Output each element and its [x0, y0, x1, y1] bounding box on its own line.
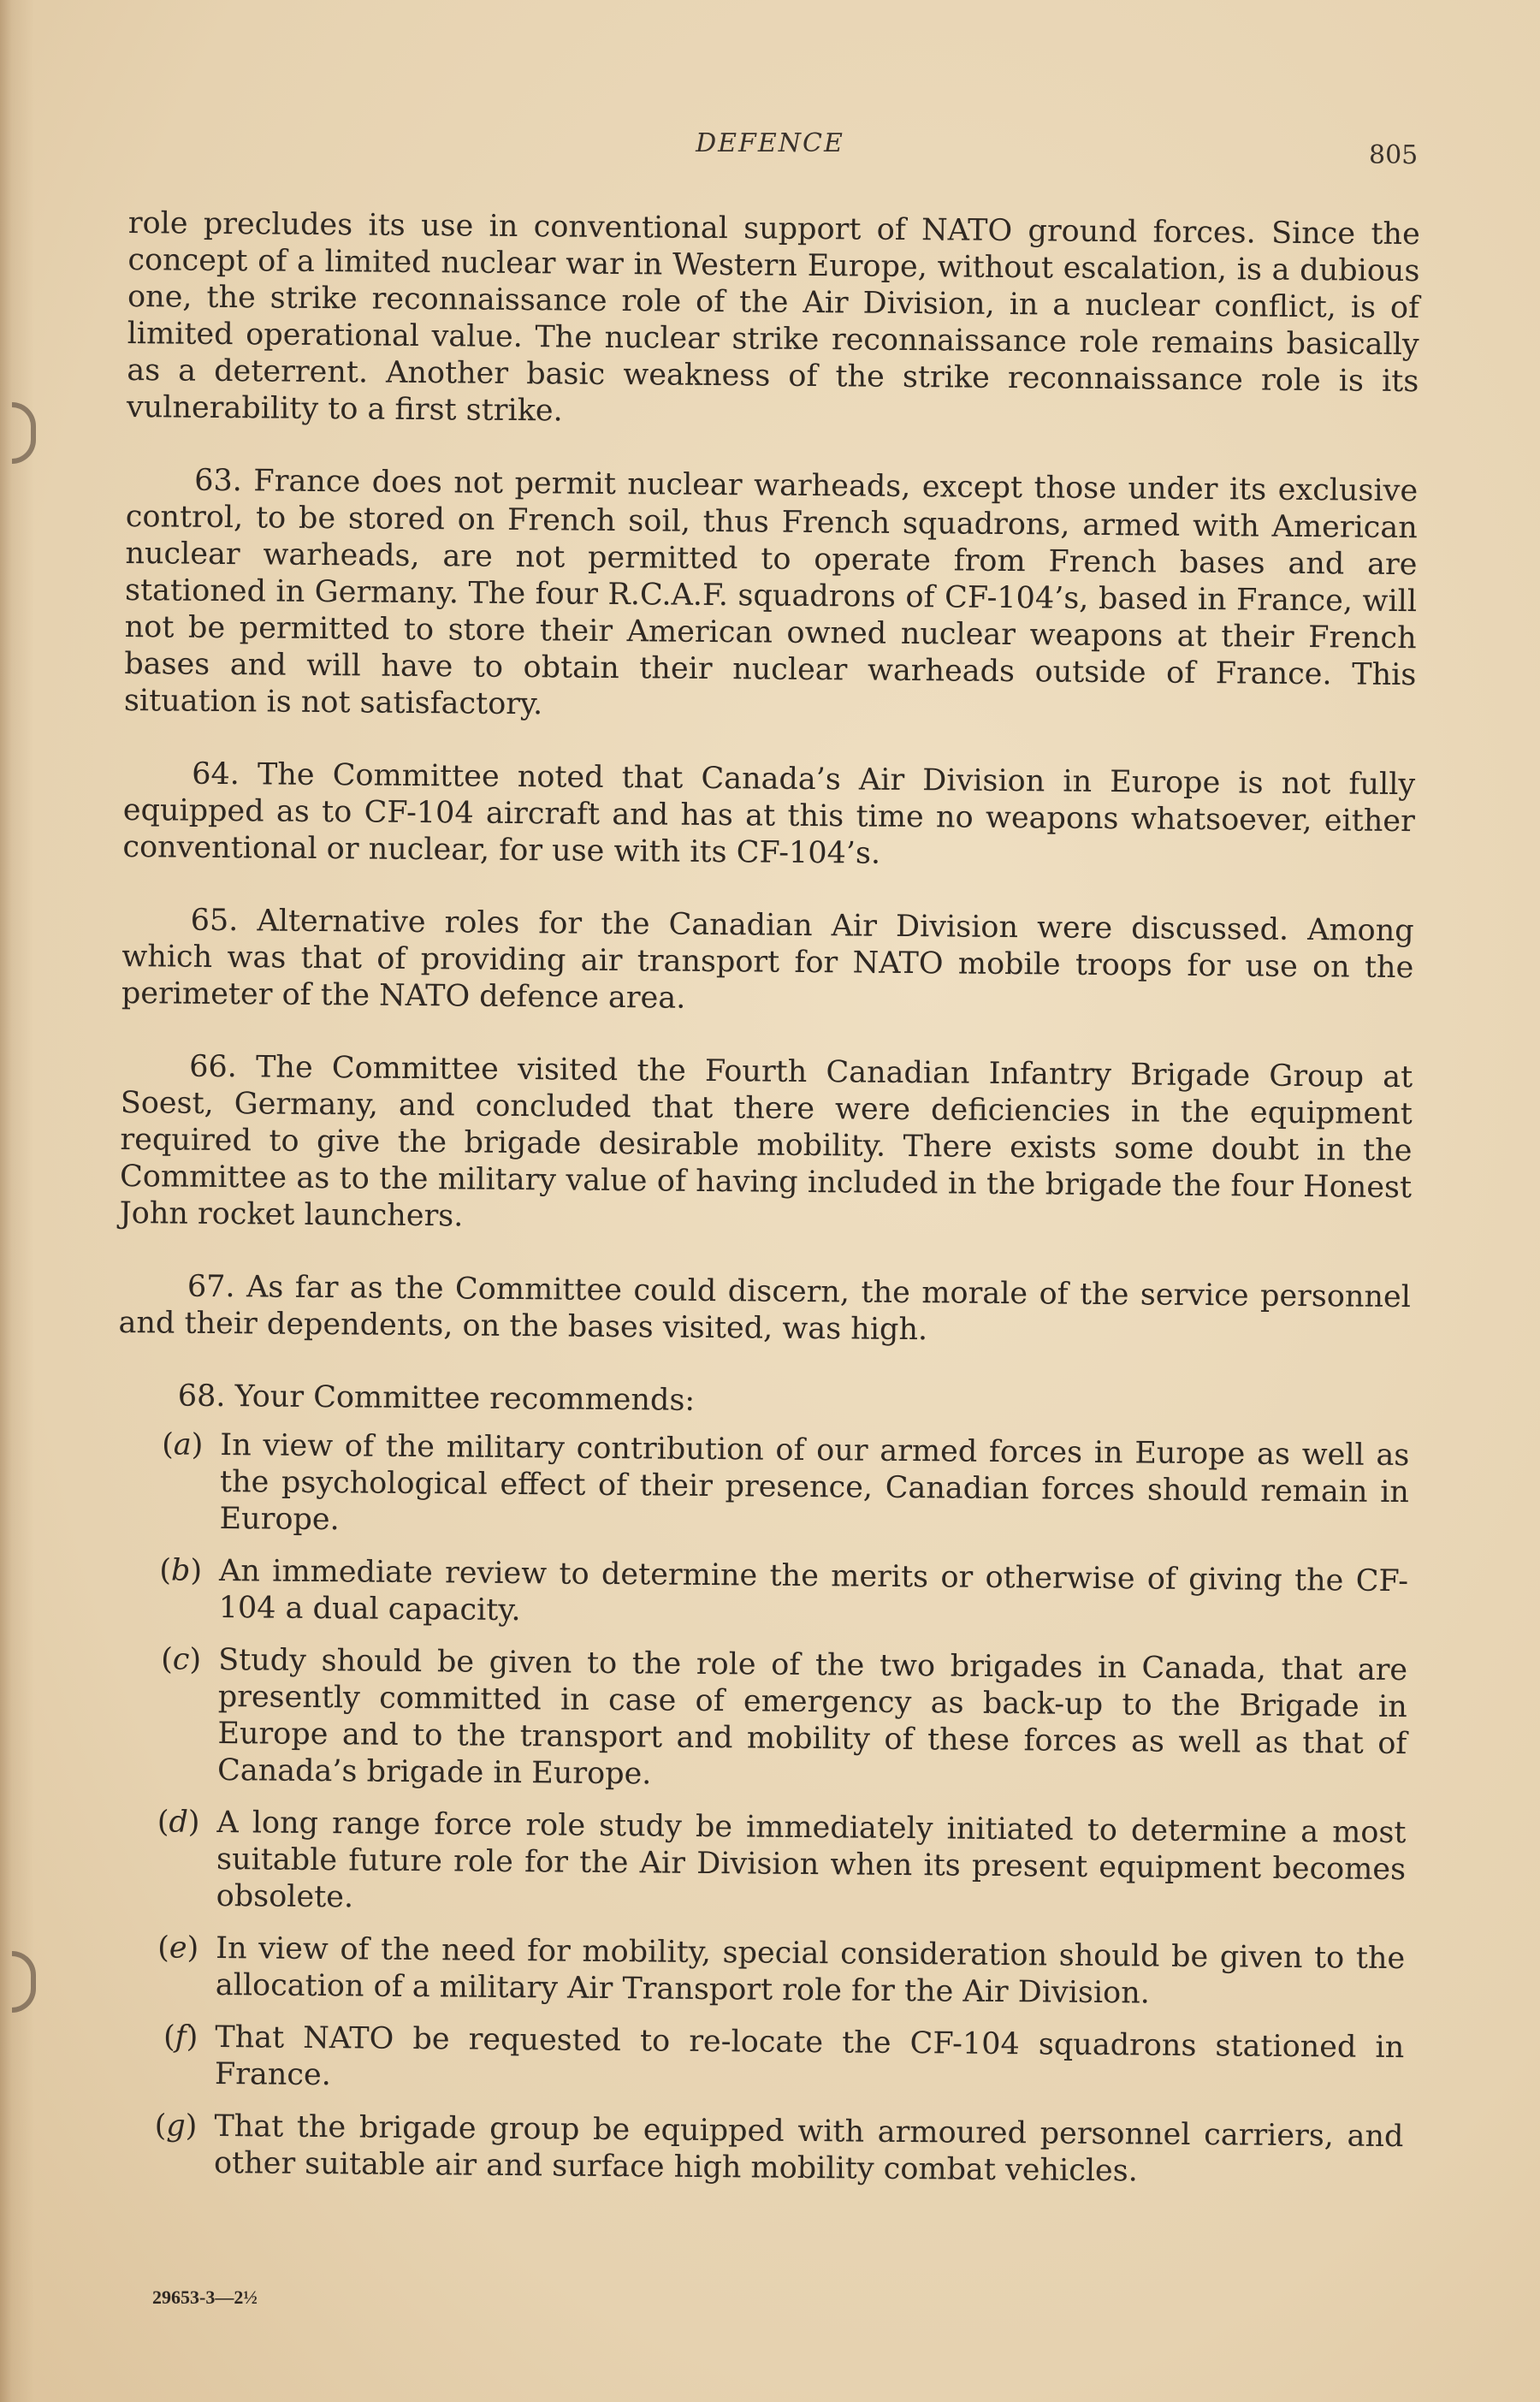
paragraph-64: 64. The Committee noted that Canada’s Air Division in Europe is not fully equipped as to CF-104 aircraft and has at this time no weapons whatsoever, either conventional or nuclear, for use with its CF-104’s.	[122, 756, 1416, 871]
recommendation-text: That NATO be requested to re-locate the CF-104 squadrons stationed in France.	[214, 2019, 1405, 2093]
recommendation-item	[112, 2019, 1405, 2103]
recommendation-text: An immediate review to determine the merits or otherwise of giving the CF-104 a dual capacity.	[218, 1553, 1409, 1628]
printer-signature-mark: 29653-3—2½	[152, 2286, 258, 2308]
paragraph-67: 67. As far as the Committee could discern, the morale of the service personnel and their dependents, on the bases visited, was high.	[118, 1269, 1412, 1348]
paragraph-63: 63. France does not permit nuclear warheads, except those under its exclusive control, to be stored on French soil, thus French squadrons, armed with American nuclear warheads, are not permitted to operate from French bases and are stationed in Germany. The four R.C.A.F. squadrons of CF-104’s, based in France, will not be permitted to store their American owned nuclear weapons at their French bases and will have to obtain their nuclear warheads outside of France. This situation is not satisfactory.	[123, 463, 1419, 722]
recommendation-item	[116, 1552, 1409, 1637]
recommendation-text: In view of the need for mobility, special consideration should be given to the allocation of a military Air Transport role for the Air Division.	[215, 1930, 1406, 2011]
recommendations-lead: 68. Your Committee recommends:	[177, 1379, 696, 1418]
recommendation-letter: (a)	[161, 1427, 204, 1462]
recommendation-item	[114, 1804, 1407, 1925]
binding-hole-mark-top	[12, 402, 36, 464]
paragraph-65: 65. Alternative roles for the Canadian Air Division were discussed. Among which was that of providing air transport for NATO mobile troops for use on the perimeter of the NATO defence area.	[121, 903, 1414, 1016]
binding-hole-mark-bottom	[12, 1951, 36, 2013]
recommendations-list	[111, 1426, 1410, 2192]
running-title: DEFENCE	[696, 128, 844, 158]
recommendation-letter: (e)	[157, 1930, 199, 1966]
recommendation-item	[113, 1930, 1406, 2014]
recommendation-letter: (d)	[157, 1805, 200, 1840]
recommendation-item	[116, 1426, 1409, 1548]
recommendation-letter: (c)	[161, 1642, 202, 1677]
paragraph-62-continuation: role precludes its use in conventional support of NATO ground forces. Since the concept of a limited nuclear war in Western Europe, without escalation, is a dubious one, the strike reconnaissance role of the Air Division, in a nuclear conflict, is of limited operational value. The nuclear strike reconnaissance role remains basically as a deterrent. Another basic weakness of the strike reconnaissance role is its vulnerability to a first strike.	[126, 205, 1420, 429]
recommendation-item	[111, 2108, 1404, 2192]
recommendation-text: A long range force role study be immediately initiated to determine a most suitable future role for the Air Division when its present equipment becomes obsolete.	[216, 1805, 1407, 1915]
page-number: 805	[1369, 140, 1419, 170]
recommendation-letter: (f)	[163, 2019, 198, 2055]
recommendation-item	[115, 1641, 1407, 1800]
recommendation-text: That the brigade group be equipped with armoured personnel carriers, and other suitable air and surface high mobility combat vehicles.	[213, 2108, 1404, 2189]
paragraph-66: 66. The Committee visited the Fourth Canadian Infantry Brigade Group at Soest, Germany, and concluded that there were deficiencies in the equipment required to give the brigade desirable mobility. There exists some doubt in the Committee as to the military value of having included in the brigade the four Honest John rocket launchers.	[119, 1049, 1413, 1234]
recommendation-text: Study should be given to the role of the two brigades in Canada, that are presently committed in case of emergency as back-up to the Brigade in Europe and to the transport and mobility of these forces as well as that of Canada’s brigade in Europe.	[216, 1642, 1408, 1792]
recommendation-letter: (b)	[159, 1553, 203, 1588]
recommendation-text: In view of the military contribution of our armed forces in Europe as well as the psychological effect of their presence, Canadian forces should remain in Europe.	[219, 1427, 1410, 1538]
recommendation-letter: (g)	[154, 2108, 198, 2144]
body-text	[111, 205, 1420, 2208]
